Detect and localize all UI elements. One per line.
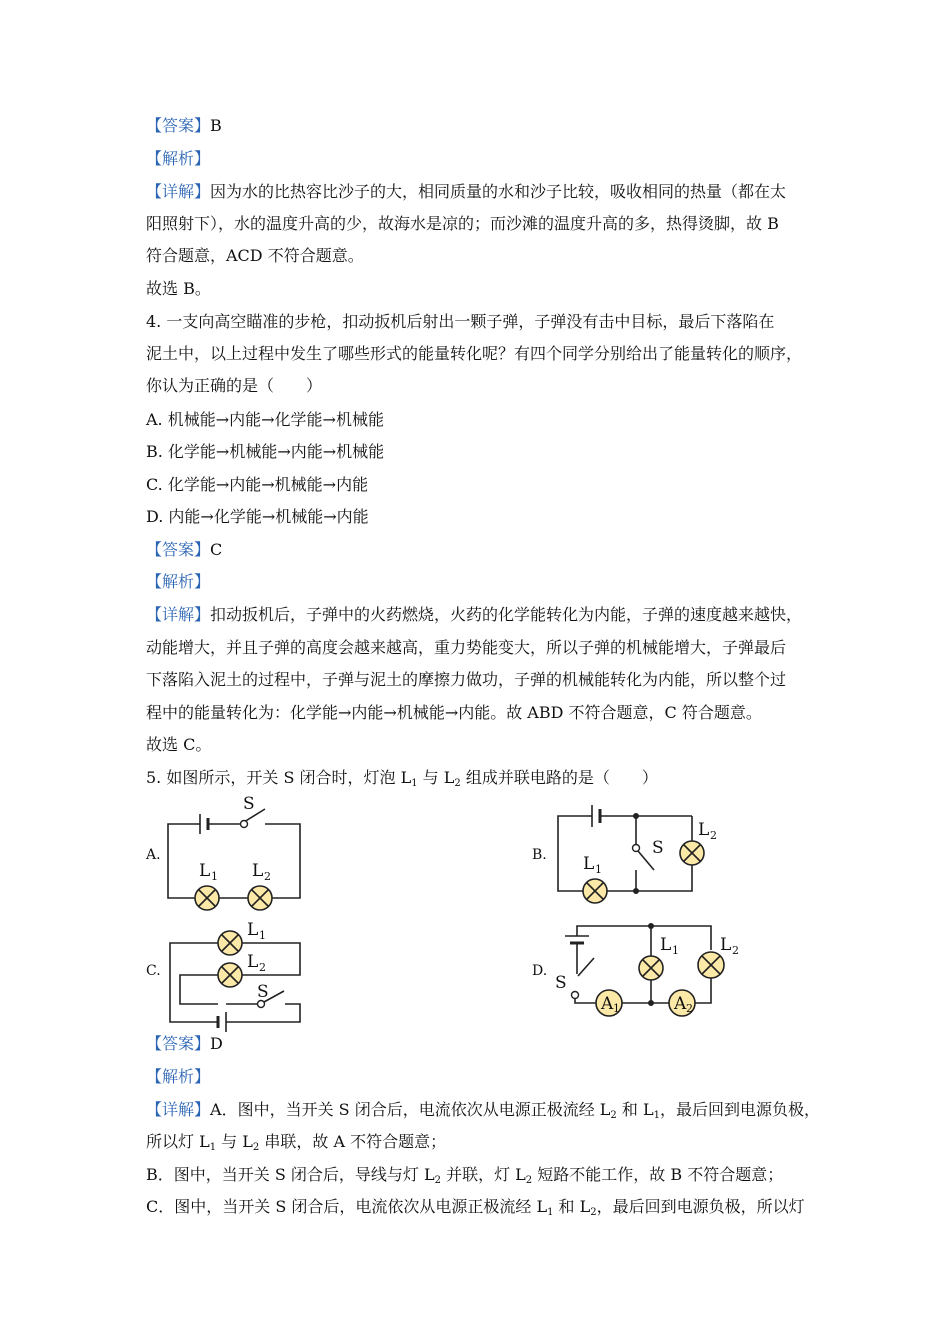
q4-stem-line-1: 4. 一支向高空瞄准的步枪，扣动扳机后射出一颗子弹，子弹没有击中目标，最后下落陷在 (146, 312, 775, 331)
q5-option-a-label: A. (146, 847, 161, 863)
lamp-l1-label: L (247, 920, 259, 940)
q5-option-b-label: B. (532, 847, 547, 863)
q5-detail-line-3: B．图中，当开关 S 闭合后，导线与灯 $L_2$ 并联，灯 $L_2$ 短路不能工作，故 B 不符合题意； (146, 1165, 784, 1186)
lamp-l2-subscript: 2 (259, 961, 266, 974)
junction-dot (633, 888, 639, 894)
lamp-l1-subscript: 1 (595, 863, 602, 876)
q3-detail-line-2: 阳照射下），水的温度升高的少，故海水是凉的；而沙滩的温度升高的多，热得烫脚，故 B (146, 214, 779, 233)
q3-conclusion: 故选 B。 (146, 279, 211, 298)
switch-pivot (633, 845, 640, 852)
circuit-d-wire (575, 998, 596, 1003)
q5-analysis-tag: 【解析】 (146, 1067, 211, 1086)
lamp-l2-subscript: 2 (264, 870, 271, 883)
circuit-b-wire (607, 865, 692, 891)
lamp-l1 (195, 886, 219, 910)
lamp-l2 (248, 886, 272, 910)
lamp-l1-label: L (583, 854, 595, 874)
q5-option-d-label: D. (532, 963, 548, 979)
lamp-l1 (218, 931, 242, 955)
q4-option-d: D. 内能→化学能→机械能→内能 (146, 507, 369, 526)
switch-label: S (555, 973, 567, 993)
q4-option-a: A. 机械能→内能→化学能→机械能 (146, 410, 384, 429)
lamp-l1-label: L (660, 935, 672, 955)
q3-answer: 【答案】B (146, 116, 222, 135)
circuit-d-wire (695, 978, 711, 1003)
circuit-d-wire (577, 926, 711, 950)
q4-conclusion: 故选 C。 (146, 735, 212, 754)
circuit-a-diagram (160, 796, 310, 916)
circuit-a-wire (265, 824, 300, 898)
ammeter-a1-subscript: 1 (613, 1002, 620, 1015)
ammeter-a2-label: A (674, 994, 687, 1014)
circuit-b-diagram (550, 800, 730, 915)
q4-stem-line-3: 你认为正确的是（ ） (146, 376, 323, 395)
lamp-l2 (218, 963, 242, 987)
switch-label: S (243, 794, 255, 814)
ammeter-a1-label: A (601, 994, 614, 1014)
q3-detail-line-1: 【详解】因为水的比热容比沙子的大，相同质量的水和沙子比较，吸收相同的热量（都在太 (146, 182, 787, 201)
q4-answer: 【答案】C (146, 540, 223, 559)
lamp-l1 (639, 956, 663, 980)
lamp-l2-subscript: 2 (732, 944, 739, 957)
circuit-a-wire (168, 824, 200, 898)
q4-detail-line-4: 程中的能量转化为：化学能→内能→机械能→内能。故 ABD 不符合题意，C 符合题意。 (146, 703, 762, 722)
lamp-l2-label: L (252, 861, 264, 881)
ammeter-a2-subscript: 2 (686, 1002, 693, 1015)
q4-analysis-tag: 【解析】 (146, 572, 211, 591)
lamp-l2-subscript: 2 (710, 829, 717, 842)
q3-detail-line-3: 符合题意，ACD 不符合题意。 (146, 246, 364, 265)
circuit-c-diagram (160, 920, 315, 1030)
switch-pivot (241, 821, 248, 828)
lamp-l1-subscript: 1 (259, 929, 266, 942)
circuit-c-wire (180, 975, 218, 1004)
circuit-c-wire (170, 943, 218, 1022)
circuit-d-diagram (550, 918, 750, 1030)
q5-option-c-label: C. (146, 963, 161, 979)
lamp-l2-label: L (720, 935, 732, 955)
q5-detail-line-4: C．图中，当开关 S 闭合后，电流依次从电源正极流经 $L_1$ 和 $L_2$，最后回到电源负极，所以灯 (146, 1197, 805, 1218)
switch-label: S (257, 982, 269, 1002)
junction-dot (648, 923, 654, 929)
lamp-l1-label: L (199, 861, 211, 881)
q4-detail-line-1: 【详解】扣动扳机后，子弹中的火药燃烧，火药的化学能转化为内能，子弹的速度越来越快， (146, 605, 803, 624)
q4-detail-line-2: 动能增大，并且子弹的高度会越来越高，重力势能变大，所以子弹的机械能增大，子弹最后 (146, 638, 787, 657)
q5-answer: 【答案】D (146, 1034, 223, 1053)
switch-label: S (652, 838, 664, 858)
q4-option-b: B. 化学能→机械能→内能→机械能 (146, 442, 385, 461)
junction-dot (648, 1000, 654, 1006)
lamp-l2 (680, 841, 704, 865)
lamp-l2-label: L (698, 820, 710, 840)
q4-stem-line-2: 泥土中，以上过程中发生了哪些形式的能量转化呢？有四个同学分别给出了能量转化的顺序， (146, 344, 803, 363)
q5-detail-line-2: 所以灯 $L_1$ 与 $L_2$ 串联，故 A 不符合题意； (146, 1132, 447, 1153)
q5-stem: 5. 如图所示，开关 S 闭合时，灯泡 $L_1$ 与 $L_2$ 组成并联电路的是（ ） (146, 768, 658, 789)
lamp-l2-label: L (247, 952, 259, 972)
q5-detail-line-1: 【详解】A．图中，当开关 S 闭合后，电流依次从电源正极流经 $L_2$ 和 $L_1$，最后回到电源负极， (146, 1100, 820, 1121)
lamp-l2 (698, 952, 724, 978)
lamp-l1-subscript: 1 (672, 944, 679, 957)
lamp-l1 (583, 879, 607, 903)
switch-pivot (572, 992, 579, 999)
q4-detail-line-3: 下落陷入泥土的过程中，子弹与泥土的摩擦力做功，子弹的机械能转化为内能，所以整个过 (146, 670, 787, 689)
q3-analysis-tag: 【解析】 (146, 149, 211, 168)
lamp-l1-subscript: 1 (211, 870, 218, 883)
switch-lever (578, 958, 594, 976)
q4-option-c: C. 化学能→内能→机械能→内能 (146, 475, 369, 494)
